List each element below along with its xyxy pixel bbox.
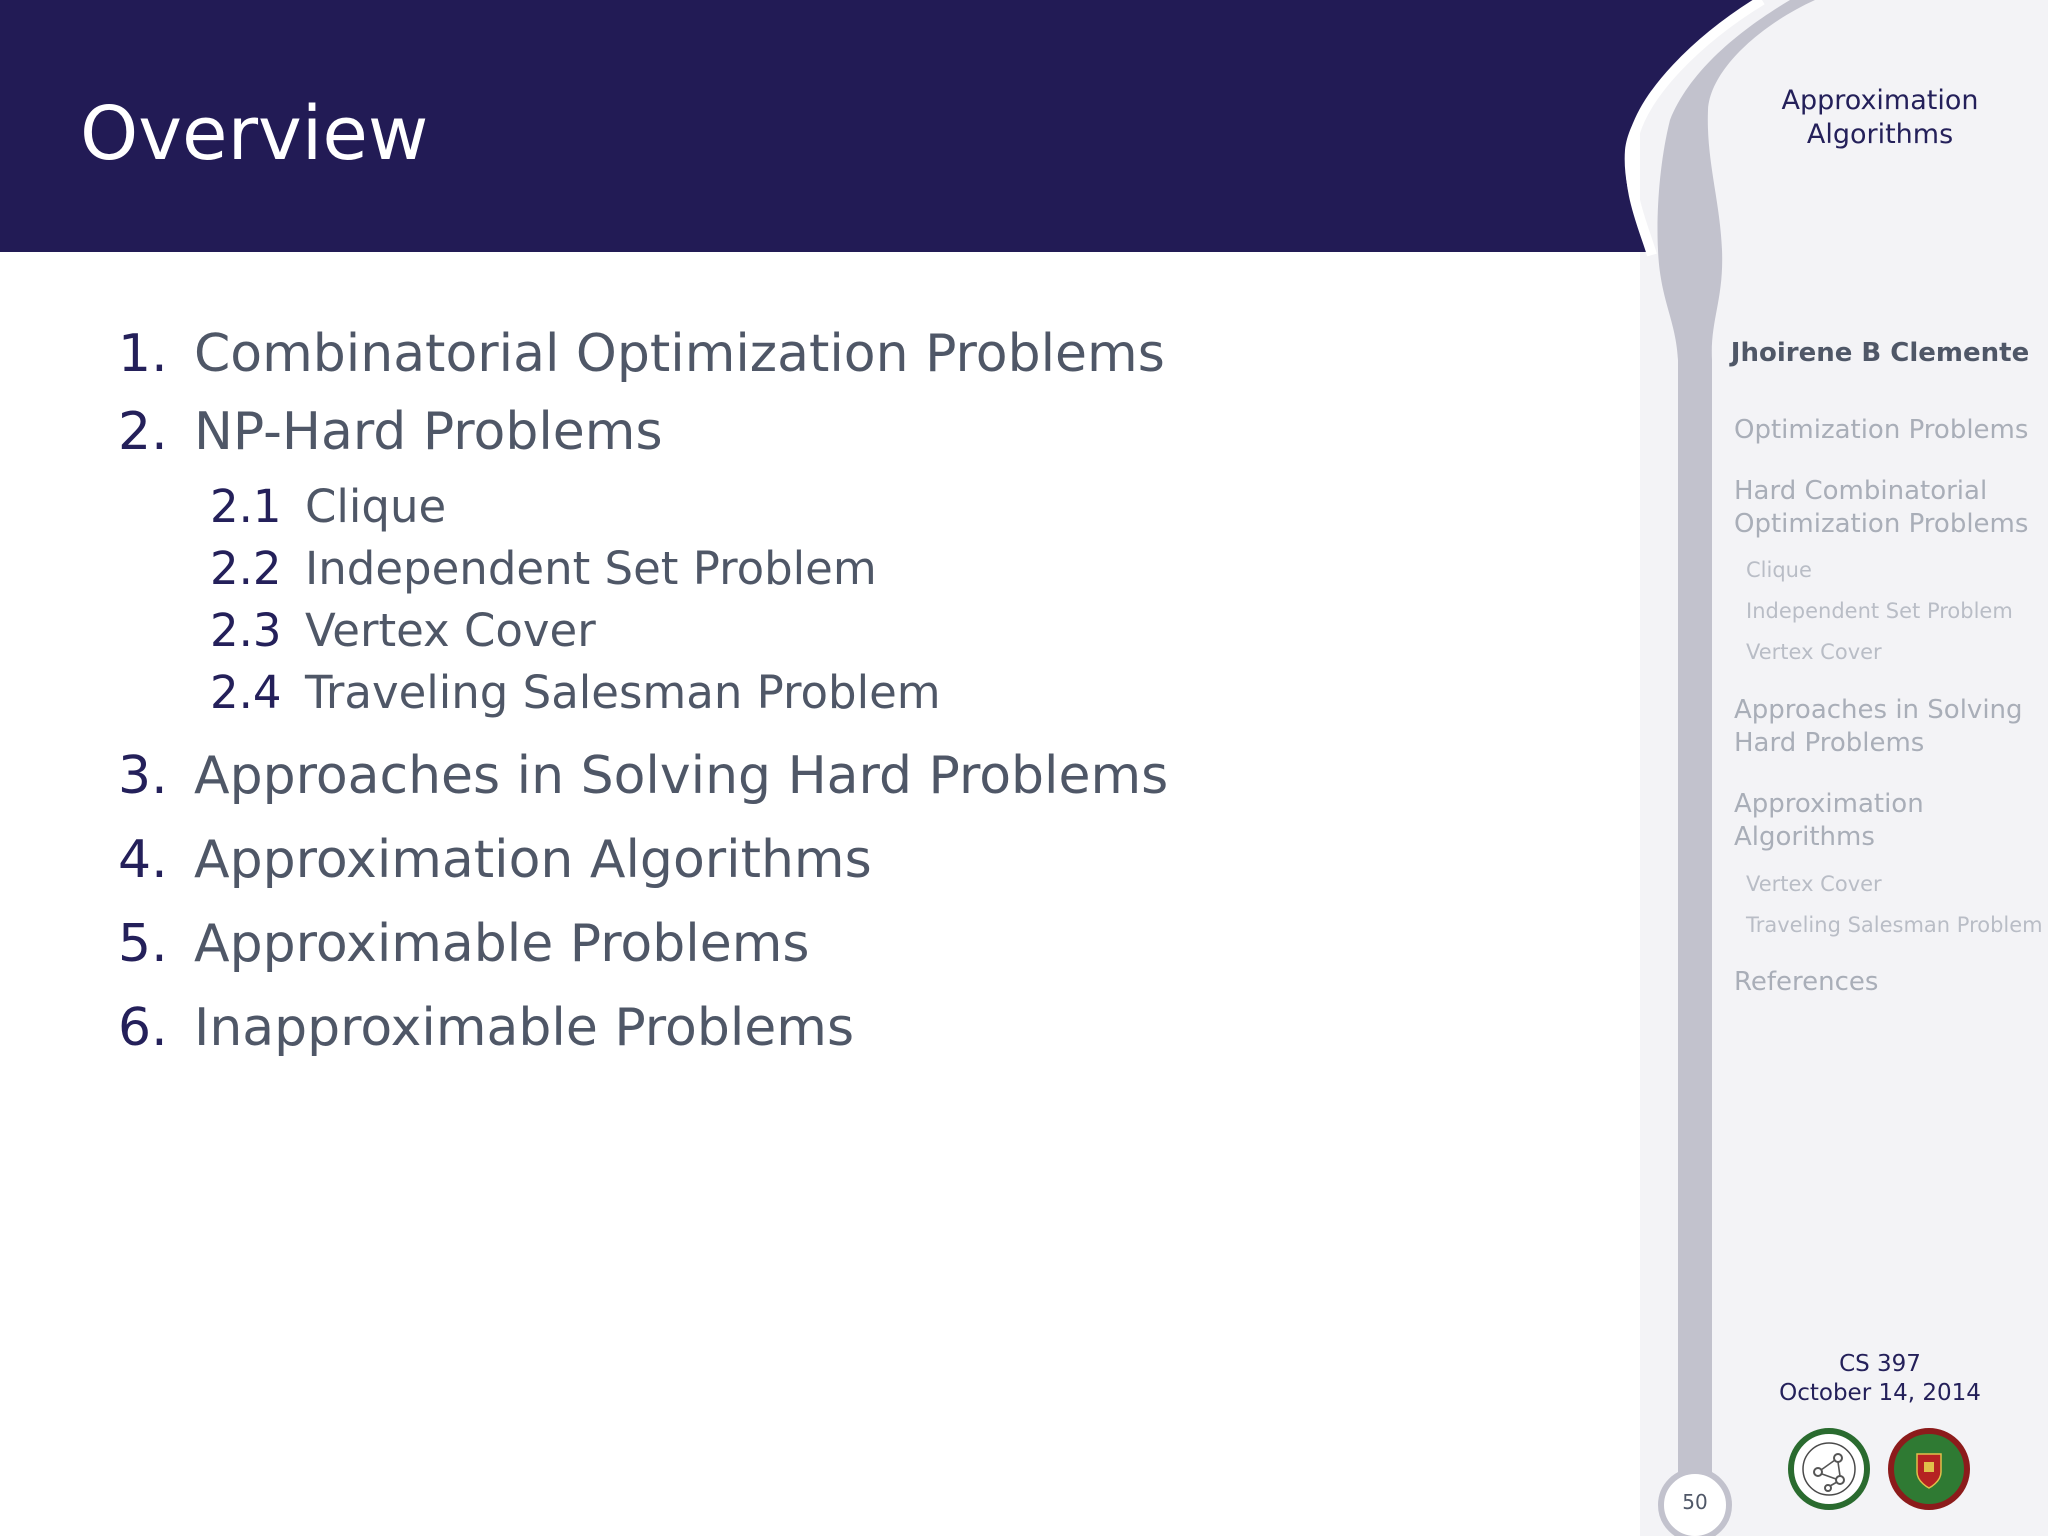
toc-number: 3. <box>118 746 168 806</box>
sidebar-nav-subitem[interactable]: Vertex Cover <box>1746 640 1882 664</box>
presentation-date: October 14, 2014 <box>1779 1380 1981 1406</box>
sidebar-nav-item[interactable] <box>1734 788 2048 854</box>
sidebar-nav-line: Algorithms <box>1734 822 1875 852</box>
sidebar-nav-item[interactable] <box>1734 475 2048 541</box>
university-seal-logo <box>1888 1428 1970 1510</box>
toc-subnumber: 2.2 <box>210 542 282 595</box>
toc-subitem[interactable] <box>210 479 446 535</box>
sidebar-title <box>1712 84 2048 152</box>
graph-icon <box>1794 1434 1864 1504</box>
toc-item[interactable] <box>118 996 854 1060</box>
toc-number: 4. <box>118 830 168 890</box>
sidebar-nav-line: Approximation <box>1734 789 1924 819</box>
sidebar-nav-item[interactable]: Optimization Problems <box>1734 415 2029 445</box>
toc-label: Approximation Algorithms <box>194 830 872 890</box>
toc-subitem[interactable] <box>210 541 877 597</box>
toc-label: Inapproximable Problems <box>194 998 855 1058</box>
toc-number: 5. <box>118 914 168 974</box>
course-code: CS 397 <box>1839 1351 1921 1377</box>
sidebar-nav-subitem[interactable]: Traveling Salesman Problem <box>1746 913 2043 937</box>
shield-icon <box>1894 1434 1964 1504</box>
toc-sublabel: Independent Set Problem <box>305 542 877 595</box>
author-name: Jhoirene B Clemente <box>1730 338 2030 368</box>
sidebar-nav-line: Hard Problems <box>1734 728 1925 758</box>
sidebar-nav-subitem[interactable]: Independent Set Problem <box>1746 599 2013 623</box>
toc-label: Combinatorial Optimization Problems <box>194 324 1165 384</box>
toc-item[interactable] <box>118 322 1165 386</box>
toc-sublabel: Traveling Salesman Problem <box>305 666 941 719</box>
toc-subnumber: 2.4 <box>210 666 282 719</box>
toc-number: 2. <box>118 402 168 462</box>
sidebar-nav-item[interactable] <box>1734 694 2048 760</box>
toc-subnumber: 2.1 <box>210 480 282 533</box>
toc-item[interactable] <box>118 744 1168 808</box>
sidebar-nav-line: Approaches in Solving <box>1734 695 2023 725</box>
sidebar-title-line: Algorithms <box>1806 119 1954 150</box>
sidebar-nav-item[interactable]: References <box>1734 967 1879 997</box>
toc-number: 1. <box>118 324 168 384</box>
toc-number: 6. <box>118 998 168 1058</box>
toc-subitem[interactable] <box>210 603 596 659</box>
sidebar-nav-subitem[interactable]: Vertex Cover <box>1746 872 1882 896</box>
toc-subitem[interactable] <box>210 665 941 721</box>
institute-seal-logo <box>1788 1428 1870 1510</box>
frame-title: Overview <box>80 91 429 177</box>
toc-label: Approaches in Solving Hard Problems <box>194 746 1169 806</box>
toc-label: Approximable Problems <box>194 914 810 974</box>
toc-item[interactable] <box>118 912 809 976</box>
toc-subnumber: 2.3 <box>210 604 282 657</box>
sidebar-nav-subitem[interactable]: Clique <box>1746 558 1812 582</box>
page-number: 50 <box>1682 1490 1708 1514</box>
toc-sublabel: Clique <box>305 480 447 533</box>
toc-sublabel: Vertex Cover <box>305 604 596 657</box>
toc-item[interactable] <box>118 828 872 892</box>
toc-item[interactable] <box>118 400 663 464</box>
sidebar-title-line: Approximation <box>1781 85 1979 116</box>
sidebar-nav-line: Hard Combinatorial <box>1734 476 1988 506</box>
sidebar-footer <box>1712 1350 2048 1408</box>
toc-label: NP-Hard Problems <box>194 402 663 462</box>
sidebar-nav-line: Optimization Problems <box>1734 509 2029 539</box>
